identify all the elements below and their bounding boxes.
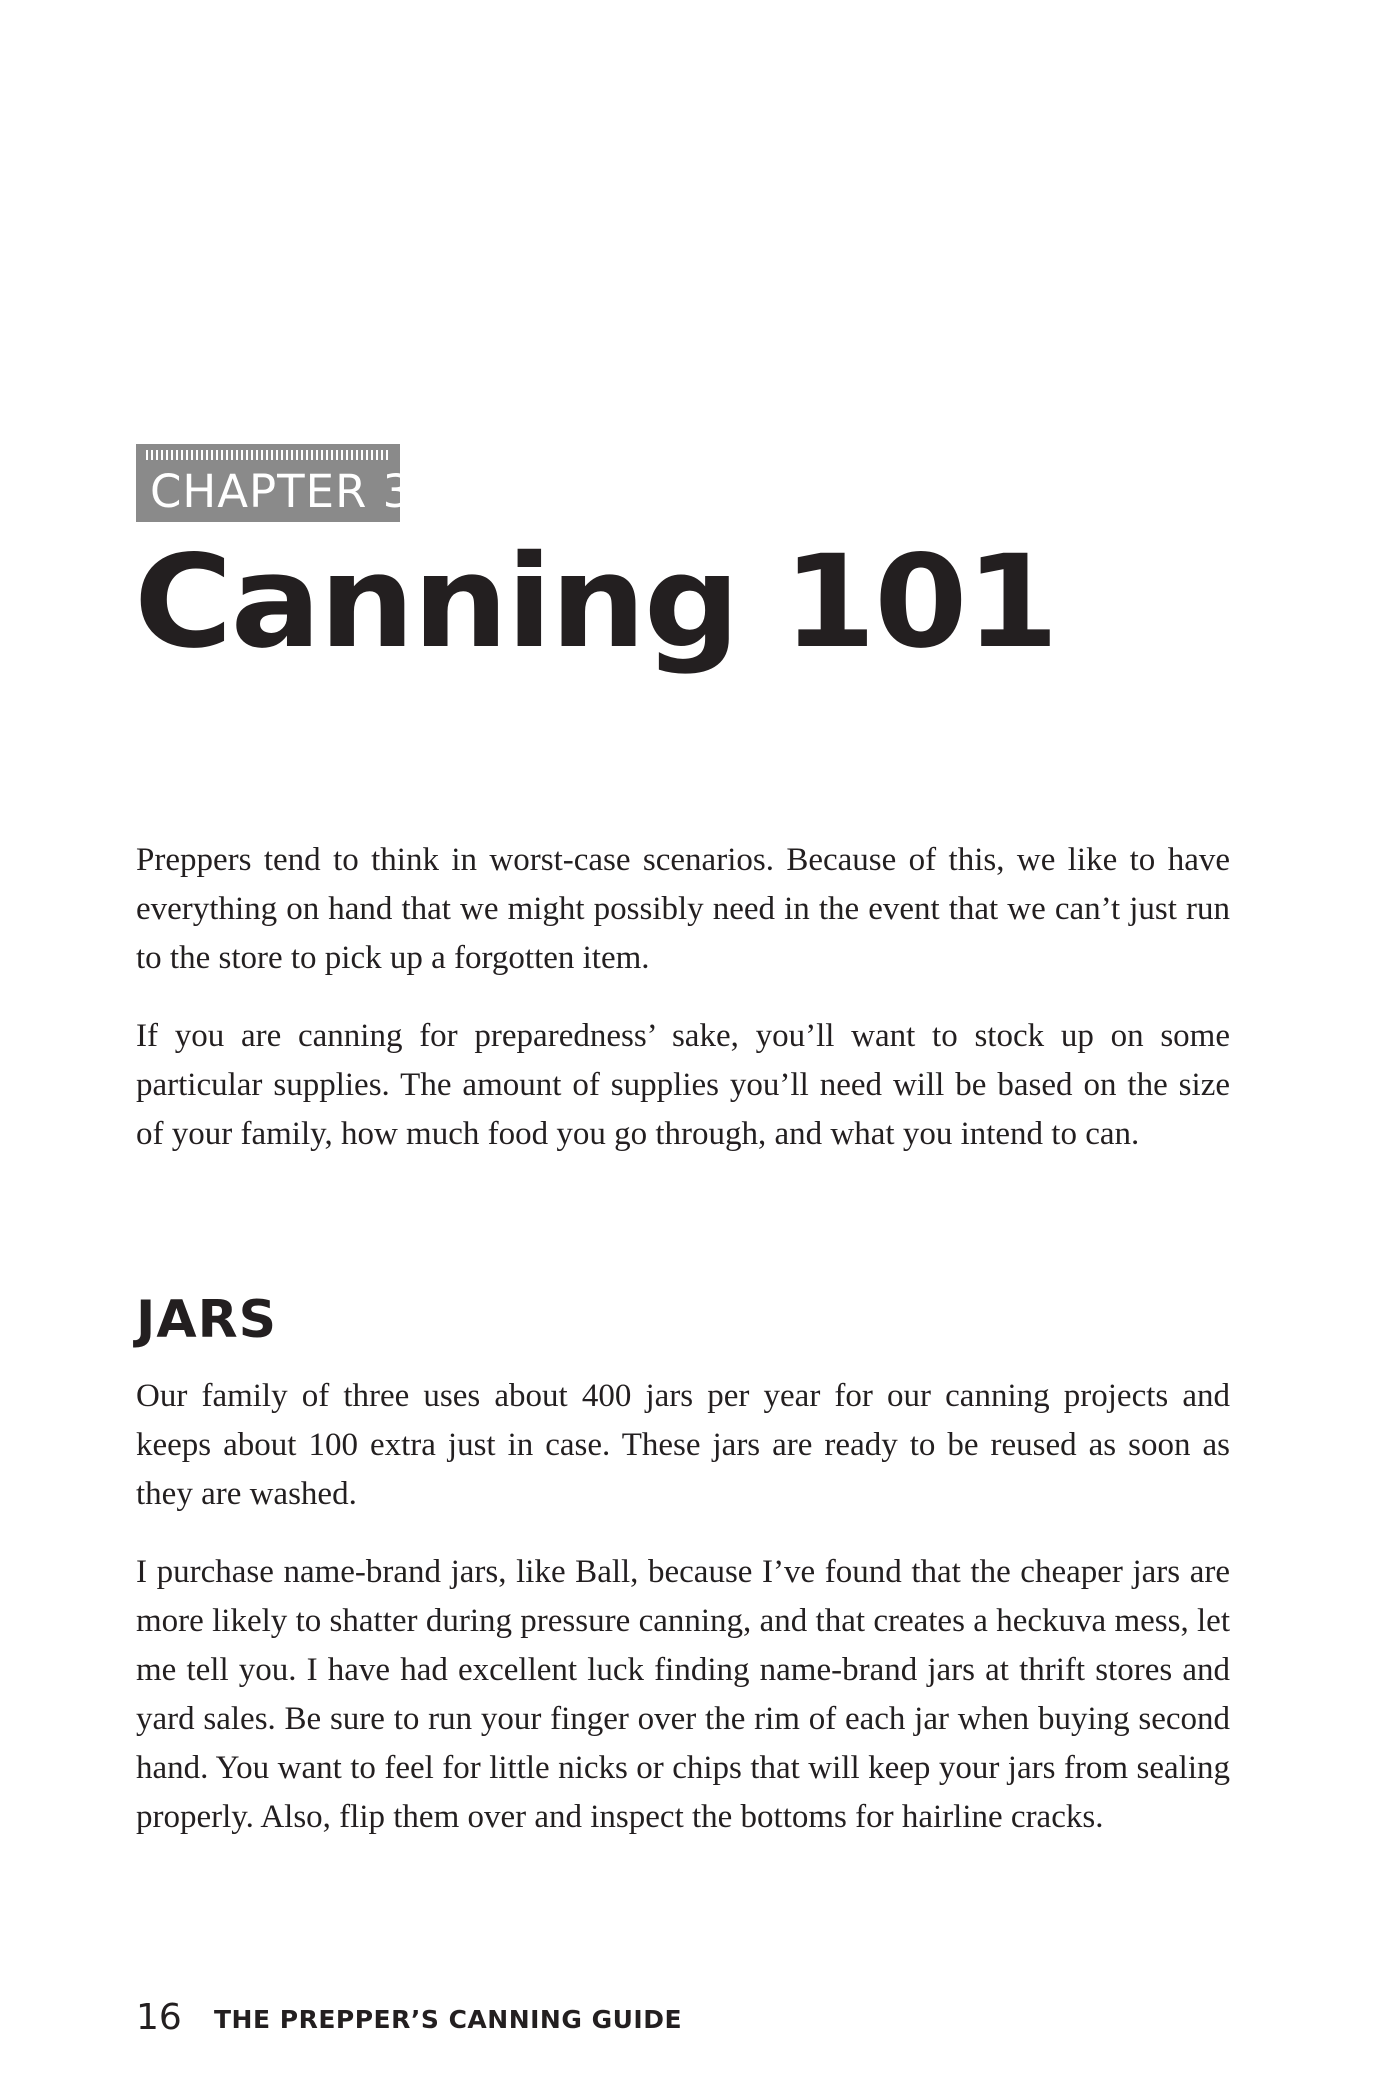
chapter-label: CHAPTER 3 bbox=[150, 465, 413, 518]
running-title: THE PREPPER’S CANNING GUIDE bbox=[214, 2005, 683, 2034]
section-heading-jars: JARS bbox=[136, 1290, 278, 1350]
chapter-tag-ruler-decoration bbox=[146, 450, 390, 460]
chapter-title: Canning 101 bbox=[134, 528, 1057, 677]
intro-paragraph-1: Preppers tend to think in worst-case scenarios. Because of this, we like to have everything on hand that we might possibly need in the event that we can’t just run to the store to pick up a forgotten item. bbox=[136, 842, 1230, 976]
page-number: 16 bbox=[136, 1997, 182, 2038]
intro-paragraph-2: If you are canning for preparedness’ sake, you’ll want to stock up on some particular supplies. The amount of supplies you’ll need will be based on the size of your family, how much food you go through, and what you intend to can. bbox=[136, 1018, 1230, 1152]
jars-paragraph-2: I purchase name-brand jars, like Ball, because I’ve found that the cheaper jars are more likely to shatter during pressure canning, and that creates a heckuva mess, let me tell you. I have had excellent luck finding name-brand jars at thrift stores and yard sales. Be sure to run your finger over the rim of each jar when buying second hand. You want to feel for little nicks or chips that will keep your jars from sealing properly. Also, flip them over and inspect the bottoms for hairline cracks. bbox=[136, 1554, 1230, 1835]
chapter-tag bbox=[136, 444, 413, 522]
jars-paragraph-1: Our family of three uses about 400 jars per year for our canning projects and keeps about 100 extra just in case. These jars are ready to be reused as soon as they are washed. bbox=[136, 1378, 1230, 1512]
